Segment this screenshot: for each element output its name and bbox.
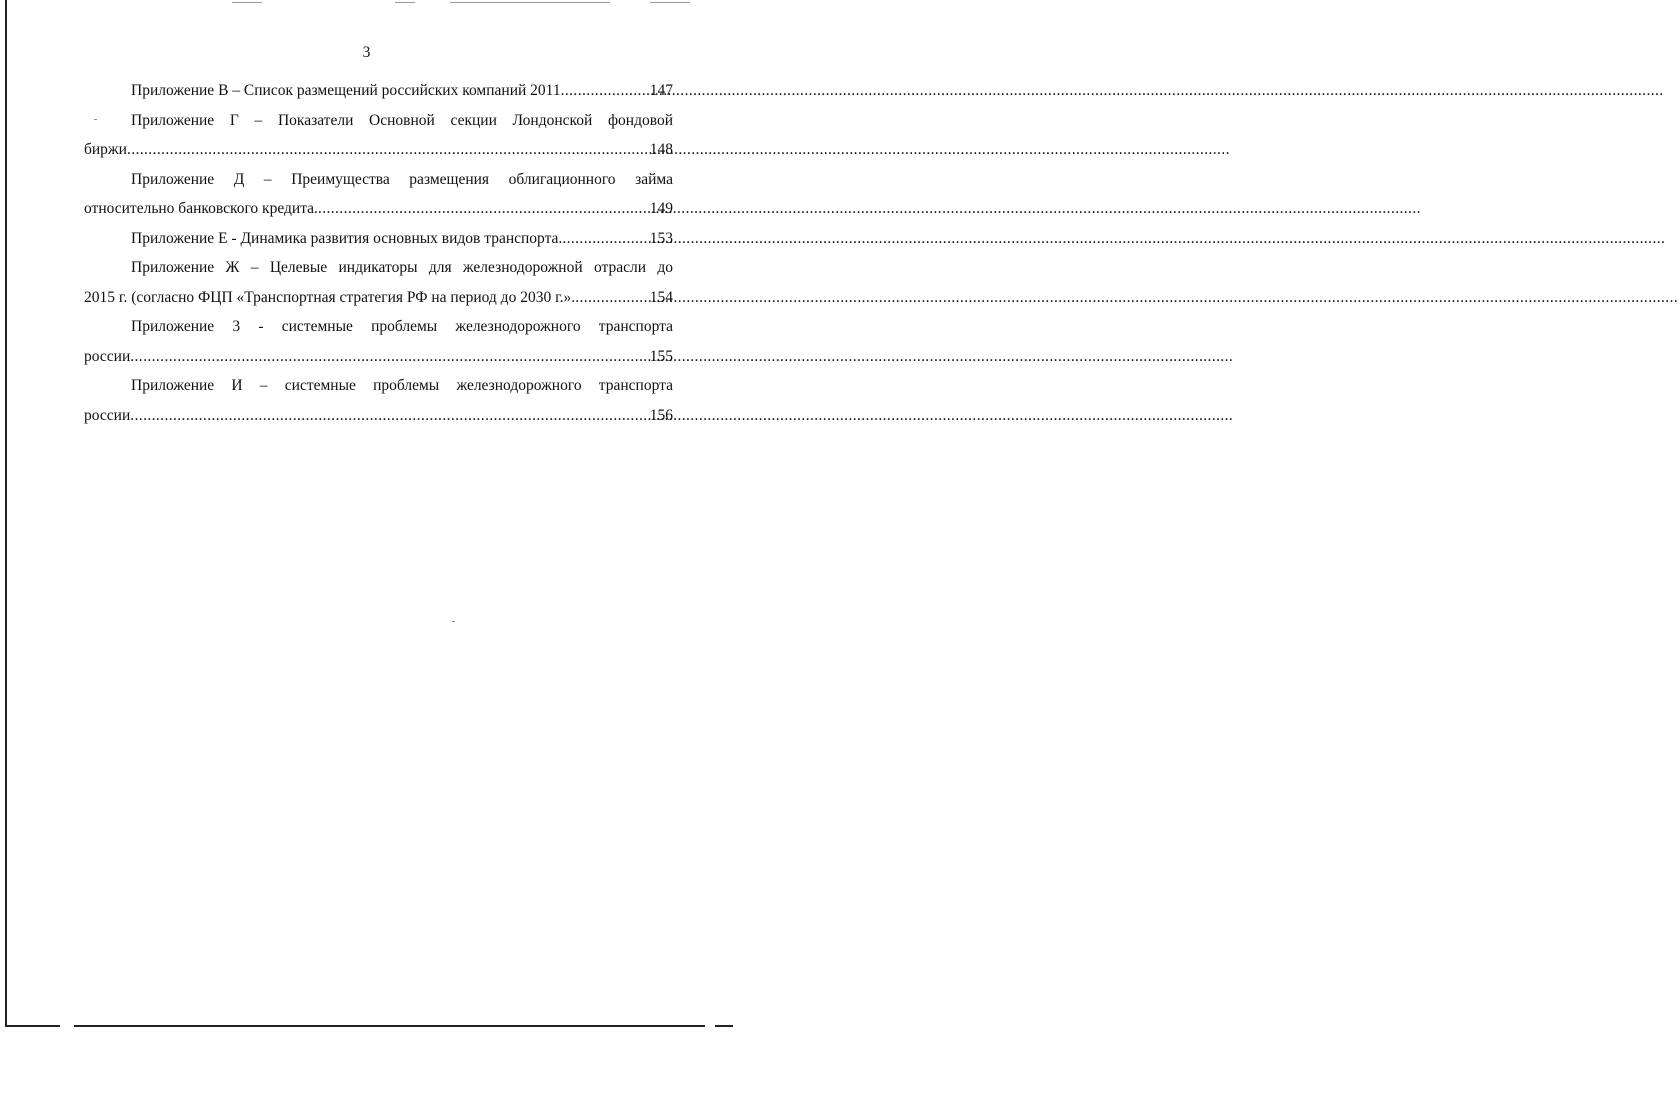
toc-page-number: 154 [649,288,673,306]
scan-bottom-border [5,1025,733,1027]
toc-entry-line [84,224,673,254]
toc-page-number: 156 [649,406,673,424]
toc-dot-leader [562,224,648,254]
toc-page-number: 155 [649,347,673,365]
toc-entry-line [84,135,673,165]
scan-border-gap [705,1025,715,1027]
toc-entry-line [84,106,673,136]
toc-entry-line [84,283,673,313]
toc-dot-leader [318,194,649,224]
scan-top-artifacts [0,0,733,8]
toc-entry-title: Приложение В – Список размещений российских компаний 2011 [131,82,561,99]
toc-dot-leader [127,135,649,165]
page-number: 3 [362,44,371,61]
toc-entry-title: Приложение Д – Преимущества размещения облигационного займа [131,170,673,188]
toc-page-number: 147 [649,82,673,99]
toc-entry-title: биржи [84,141,127,158]
toc-dot-leader [130,342,649,372]
toc-entry [84,106,673,165]
toc-entry-title: 2015 г. (согласно ФЦП «Транспортная стратегия РФ на период до 2030 г.». [84,288,576,306]
toc-page-number: 149 [649,200,673,217]
toc-dot-leader [130,401,649,431]
toc-entry [84,253,673,312]
toc-dot-leader [575,283,649,313]
toc-entry-title: Приложение Е - Динамика развития основных видов транспорта. [131,229,563,247]
toc-entry [84,165,673,224]
toc-page-number: 148 [649,141,673,158]
scan-speck [452,621,455,622]
toc-entry-line [84,342,673,372]
table-of-contents [84,76,673,430]
scan-left-border [5,0,7,1027]
toc-entry-line [84,312,673,342]
toc-entry-title: Приложение Ж – Целевые индикаторы для железнодорожной отрасли до [131,259,673,276]
toc-entry [84,312,673,371]
toc-entry-title: россии [84,347,131,365]
toc-entry-title: относительно банковского кредита. [84,200,318,217]
toc-entry-line [84,194,673,224]
toc-entry-line [84,165,673,195]
toc-entry [84,224,673,254]
scan-border-gap [60,1025,74,1027]
toc-entry-line [84,371,673,401]
toc-entry-line [84,253,673,283]
toc-dot-leader [561,76,649,106]
toc-entry [84,371,673,430]
toc-entry-title: россии [84,406,131,424]
toc-entry-title: Приложение И – системные проблемы железнодорожного транспорта [131,377,673,394]
toc-entry-title: Приложение Г – Показатели Основной секции Лондонской фондовой [131,111,673,129]
toc-entry [84,76,673,106]
toc-entry-title: Приложение 3 - системные проблемы железнодорожного транспорта [131,318,673,335]
toc-entry-line [84,76,673,106]
toc-entry-line [84,401,673,431]
toc-page-number: 153 [649,229,673,247]
